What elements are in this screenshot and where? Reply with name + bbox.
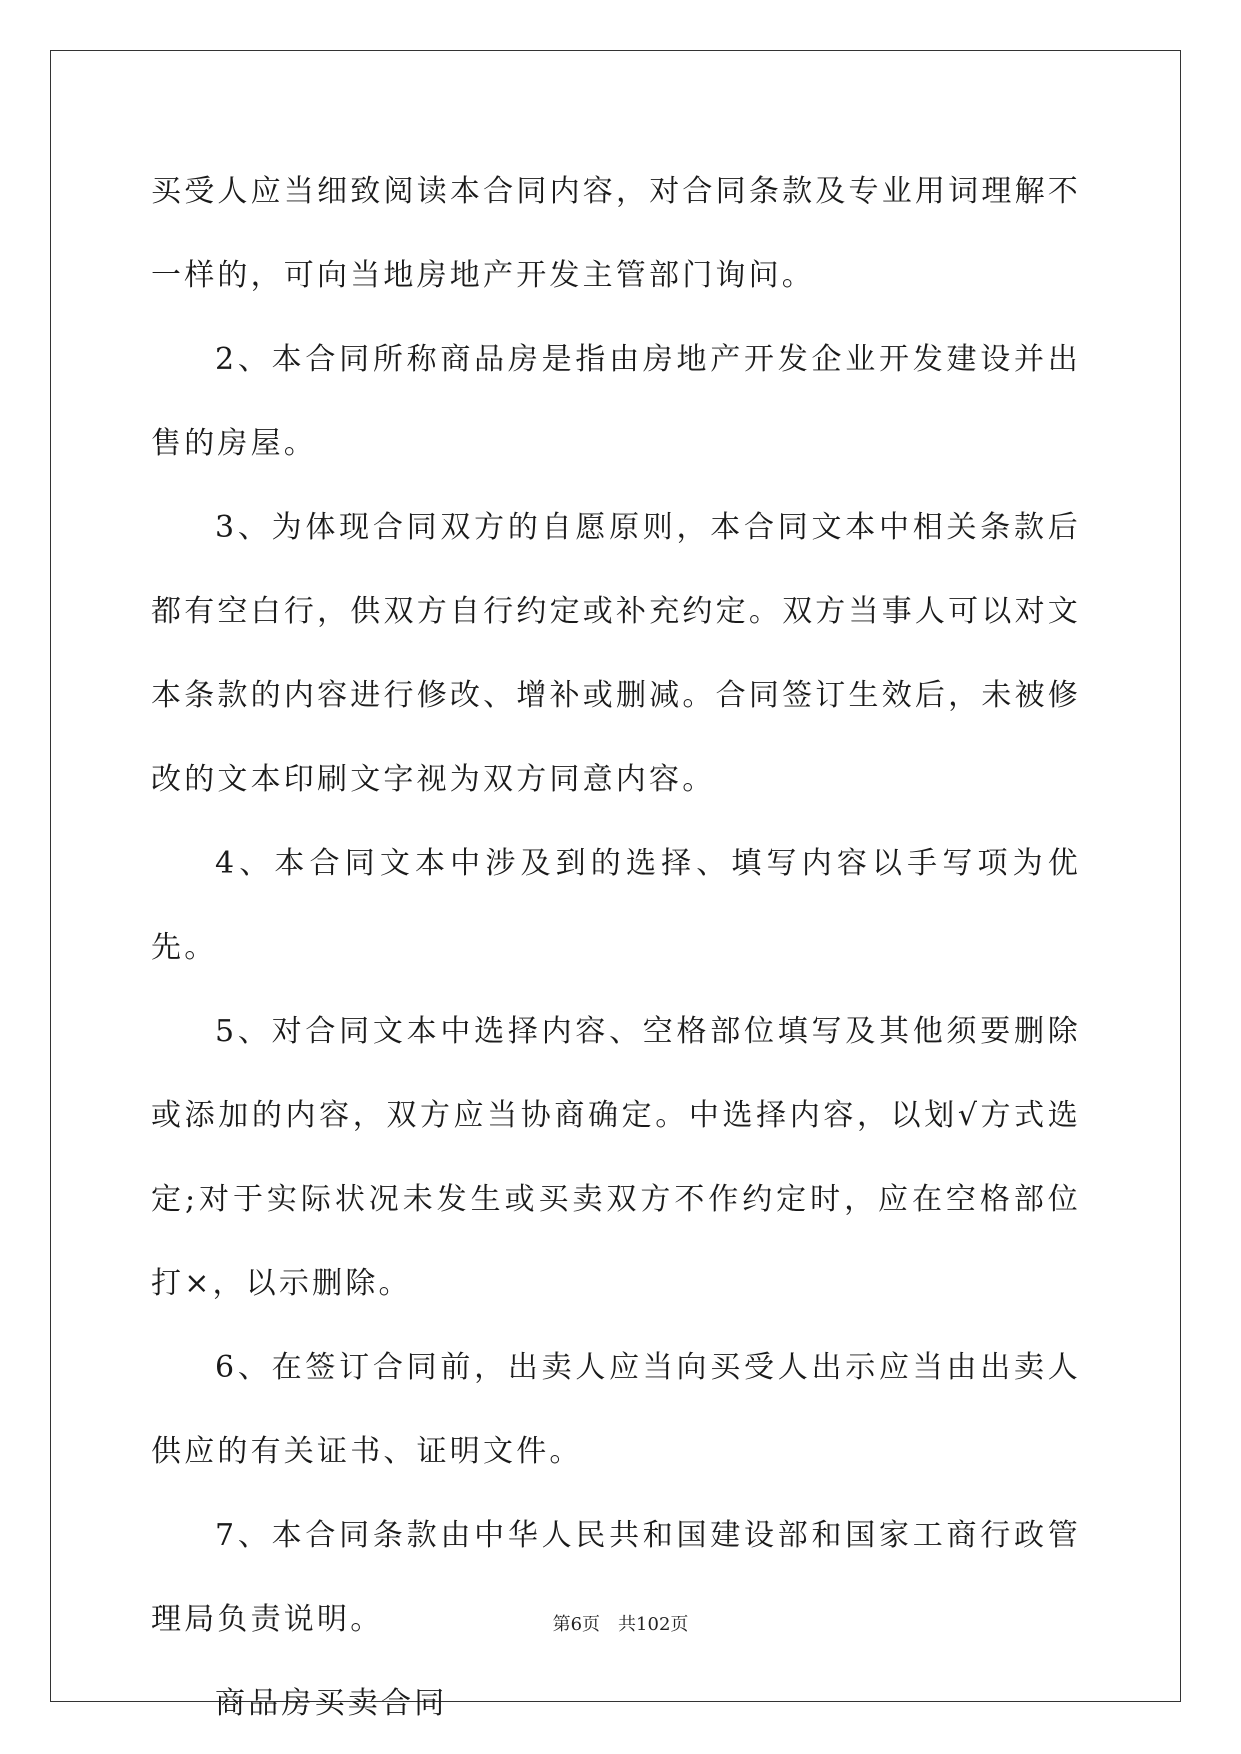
paragraph-clause-2: 2、本合同所称商品房是指由房地产开发企业开发建设并出售的房屋。 — [151, 342, 1081, 461]
paragraph-clause-5: 5、对合同文本中选择内容、空格部位填写及其他须要删除或添加的内容，双方应当协商确定。中选择内容，以划√方式选定;对于实际状况未发生或买卖双方不作约定时，应在空格部位打×，以示删除。 — [151, 1014, 1081, 1301]
paragraph-clause-6: 6、在签订合同前，出卖人应当向买受人出示应当由出卖人供应的有关证书、证明文件。 — [151, 1350, 1081, 1469]
page-footer — [0, 1610, 1241, 1636]
page-number: 第6页 — [552, 1614, 601, 1635]
document-body — [151, 150, 1081, 1746]
page-total: 共102页 — [618, 1614, 689, 1635]
paragraph-clause-4: 4、本合同文本中涉及到的选择、填写内容以手写项为优先。 — [151, 846, 1081, 965]
paragraph-clause-3: 3、为体现合同双方的自愿原则，本合同文本中相关条款后都有空白行，供双方自行约定或补充约定。双方当事人可以对文本条款的内容进行修改、增补或删减。合同签订生效后，未被修改的文本印刷文字视为双方同意内容。 — [151, 510, 1081, 797]
paragraph-clause-7: 7、本合同条款由中华人民共和国建设部和国家工商行政管理局负责说明。 — [151, 1518, 1081, 1637]
paragraph-intro: 买受人应当细致阅读本合同内容，对合同条款及专业用词理解不一样的，可向当地房地产开发主管部门询问。 — [151, 174, 1081, 293]
section-heading-contract: 商品房买卖合同 — [215, 1686, 448, 1721]
